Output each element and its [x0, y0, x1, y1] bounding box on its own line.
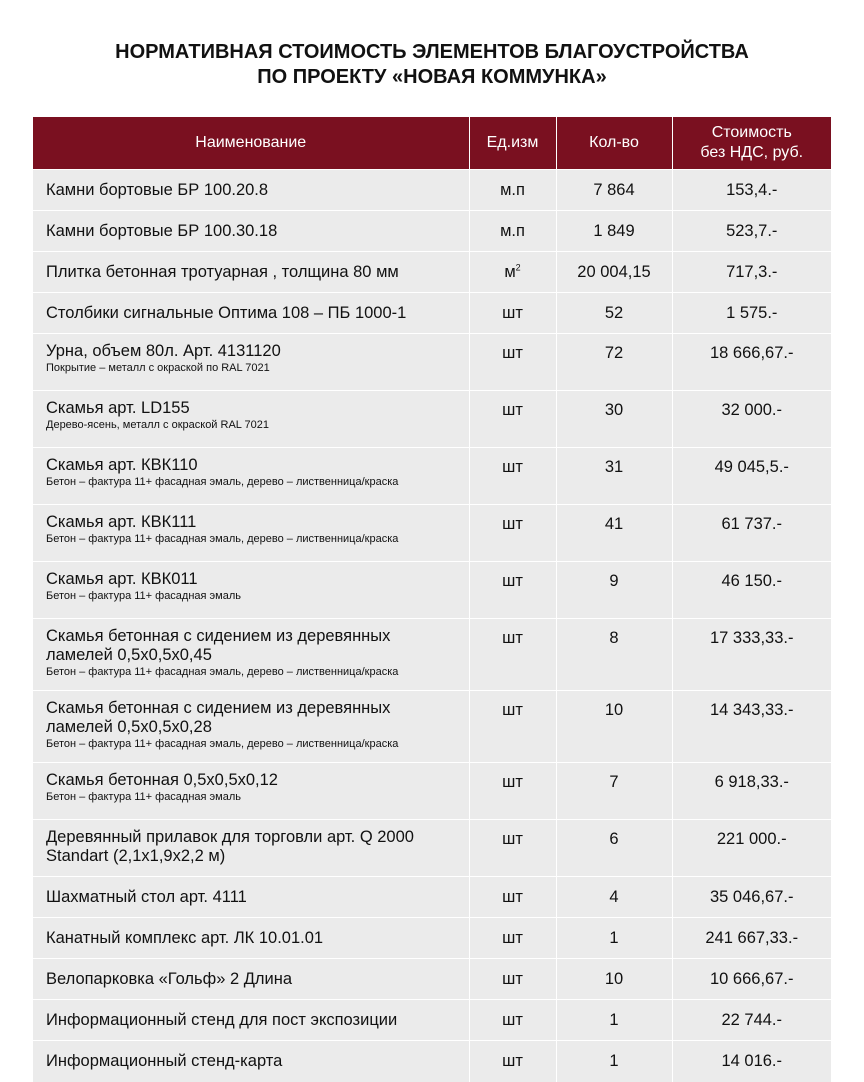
table-row: [33, 505, 831, 562]
table-row: [33, 334, 831, 391]
item-name: Плитка бетонная тротуарная , толщина 80 мм: [46, 262, 399, 281]
cell-cost: 221 000.-: [672, 820, 831, 877]
table-row: [33, 959, 831, 1000]
cell-cost: 6 918,33.-: [672, 763, 831, 820]
cell-unit: [469, 391, 556, 448]
unit-label: шт: [502, 1051, 523, 1070]
cell-name: [33, 691, 469, 763]
cell-cost: 35 046,67.-: [672, 877, 831, 918]
cell-qty: 1: [556, 1041, 672, 1082]
cell-unit: [469, 918, 556, 959]
table-row: [33, 619, 831, 691]
unit-label: шт: [502, 969, 523, 988]
item-name: Скамья бетонная 0,5х0,5х0,12: [46, 771, 278, 789]
cell-qty: 1: [556, 918, 672, 959]
unit-label: шт: [502, 458, 523, 476]
item-name: Скамья бетонная с сидением из деревянных ламелей 0,5х0,5х0,45: [46, 627, 391, 664]
cell-unit: [469, 211, 556, 252]
item-description: Дерево-ясень, металл с окраской RAL 7021: [46, 419, 270, 431]
table-row: [33, 562, 831, 619]
table-row: [33, 211, 831, 252]
unit-label: шт: [502, 928, 523, 947]
cell-qty: 8: [556, 619, 672, 691]
page-title-line-1: НОРМАТИВНАЯ СТОИМОСТЬ ЭЛЕМЕНТОВ БЛАГОУСТРОЙСТВА: [115, 41, 749, 63]
cell-qty: 1: [556, 1000, 672, 1041]
cell-name: [33, 1000, 469, 1041]
unit-label: шт: [502, 1010, 523, 1029]
cell-cost: 1 575.-: [672, 293, 831, 334]
header-cost-line-1: Стоимость: [711, 124, 792, 141]
page-title: [0, 40, 864, 90]
cell-name: [33, 959, 469, 1000]
cell-cost: 10 666,67.-: [672, 959, 831, 1000]
item-name: Скамья арт. КВК011: [46, 570, 198, 588]
table-row: [33, 763, 831, 820]
cell-name: [33, 252, 469, 293]
cell-unit: [469, 619, 556, 691]
table-row: [33, 691, 831, 763]
cell-cost: 14 343,33.-: [672, 691, 831, 763]
table-row: [33, 820, 831, 877]
cell-name: [33, 211, 469, 252]
unit-label: шт: [502, 572, 523, 590]
table-row: [33, 1000, 831, 1041]
cell-cost: 17 333,33.-: [672, 619, 831, 691]
unit-label: шт: [502, 515, 523, 533]
cell-cost: 18 666,67.-: [672, 334, 831, 391]
cell-name: [33, 170, 469, 211]
unit-label: шт: [502, 344, 523, 362]
unit-label: шт: [502, 887, 523, 906]
header-unit: Ед.изм: [469, 117, 556, 170]
cell-unit: [469, 562, 556, 619]
unit-label: шт: [502, 773, 523, 791]
item-name: Велопарковка «Гольф» 2 Длина: [46, 969, 293, 988]
cell-unit: [469, 252, 556, 293]
cell-unit: [469, 170, 556, 211]
cell-name: [33, 763, 469, 820]
cell-unit: [469, 448, 556, 505]
table-row: [33, 1041, 831, 1082]
cell-qty: 9: [556, 562, 672, 619]
cell-qty: 7: [556, 763, 672, 820]
header-cost: [672, 117, 831, 170]
cell-cost: 22 744.-: [672, 1000, 831, 1041]
header-cost-line-2: без НДС, руб.: [700, 144, 804, 161]
item-name: Урна, объем 80л. Арт. 4131120: [46, 342, 281, 360]
table-row: [33, 918, 831, 959]
cell-cost: 717,3.-: [672, 252, 831, 293]
table-header: [33, 117, 831, 170]
cell-name: [33, 562, 469, 619]
cell-qty: 30: [556, 391, 672, 448]
cell-qty: 31: [556, 448, 672, 505]
table-row: [33, 293, 831, 334]
unit-label: шт: [502, 303, 523, 322]
cell-qty: 20 004,15: [556, 252, 672, 293]
table-row: [33, 448, 831, 505]
cell-unit: [469, 691, 556, 763]
page-title-line-2: ПО ПРОЕКТУ «НОВАЯ КОММУНКА»: [257, 66, 607, 88]
item-name: Камни бортовые БР 100.30.18: [46, 221, 278, 240]
unit-label: м.п: [500, 180, 525, 199]
cell-qty: 10: [556, 959, 672, 1000]
cell-cost: 14 016.-: [672, 1041, 831, 1082]
cell-unit: [469, 820, 556, 877]
item-description: Покрытие – металл с окраской по RAL 7021: [46, 362, 270, 374]
item-name: Скамья арт. LD155: [46, 399, 190, 417]
cell-cost: 61 737.-: [672, 505, 831, 562]
cell-name: [33, 1041, 469, 1082]
cell-cost: 46 150.-: [672, 562, 831, 619]
item-description: Бетон – фактура 11+ фасадная эмаль: [46, 590, 241, 602]
header-qty: Кол-во: [556, 117, 672, 170]
cell-name: [33, 448, 469, 505]
cell-name: [33, 334, 469, 391]
table-body: [33, 170, 831, 1082]
unit-label: шт: [502, 629, 523, 647]
unit-label: шт: [502, 830, 523, 848]
table-row: [33, 877, 831, 918]
cell-qty: 7 864: [556, 170, 672, 211]
cell-unit: [469, 763, 556, 820]
cell-qty: 72: [556, 334, 672, 391]
cell-cost: 49 045,5.-: [672, 448, 831, 505]
item-name: Канатный комплекс арт. ЛК 10.01.01: [46, 928, 324, 947]
item-name: Скамья арт. КВК110: [46, 456, 198, 474]
item-description: Бетон – фактура 11+ фасадная эмаль: [46, 791, 241, 803]
item-name: Шахматный стол арт. 4111: [46, 887, 247, 906]
cell-cost: 241 667,33.-: [672, 918, 831, 959]
item-name: Информационный стенд для пост экспозиции: [46, 1010, 398, 1029]
unit-label: шт: [502, 701, 523, 719]
cell-name: [33, 619, 469, 691]
cell-name: [33, 293, 469, 334]
cell-name: [33, 820, 469, 877]
table-row: [33, 391, 831, 448]
cell-qty: 52: [556, 293, 672, 334]
cell-cost: 32 000.-: [672, 391, 831, 448]
cell-unit: [469, 505, 556, 562]
item-description: Бетон – фактура 11+ фасадная эмаль, дерево – лиственница/краска: [46, 738, 399, 750]
cell-unit: [469, 959, 556, 1000]
cell-unit: [469, 293, 556, 334]
cell-qty: 41: [556, 505, 672, 562]
cell-cost: 523,7.-: [672, 211, 831, 252]
table-row: [33, 170, 831, 211]
item-name: Столбики сигнальные Оптима 108 – ПБ 1000-1: [46, 303, 407, 322]
cost-table: [33, 117, 831, 1082]
table-row: [33, 252, 831, 293]
cell-qty: 4: [556, 877, 672, 918]
cell-qty: 10: [556, 691, 672, 763]
cell-unit: [469, 877, 556, 918]
unit-superscript: 2: [515, 262, 521, 272]
item-name: Скамья бетонная с сидением из деревянных ламелей 0,5х0,5х0,28: [46, 699, 391, 736]
cell-cost: 153,4.-: [672, 170, 831, 211]
item-description: Бетон – фактура 11+ фасадная эмаль, дерево – лиственница/краска: [46, 476, 399, 488]
unit-label: м.п: [500, 221, 525, 240]
item-description: Бетон – фактура 11+ фасадная эмаль, дерево – лиственница/краска: [46, 666, 399, 678]
cell-name: [33, 505, 469, 562]
cell-unit: [469, 1041, 556, 1082]
cell-unit: [469, 334, 556, 391]
unit-label: м: [504, 262, 516, 281]
item-name: Камни бортовые БР 100.20.8: [46, 180, 269, 199]
cell-name: [33, 391, 469, 448]
cell-name: [33, 877, 469, 918]
unit-label: шт: [502, 401, 523, 419]
item-name: Скамья арт. КВК111: [46, 513, 197, 531]
item-name: Деревянный прилавок для торговли арт. Q 2000 Standart (2,1х1,9х2,2 м): [46, 828, 414, 865]
item-description: Бетон – фактура 11+ фасадная эмаль, дерево – лиственница/краска: [46, 533, 399, 545]
cell-qty: 1 849: [556, 211, 672, 252]
item-name: Информационный стенд-карта: [46, 1051, 283, 1070]
cell-qty: 6: [556, 820, 672, 877]
cell-unit: [469, 1000, 556, 1041]
cell-name: [33, 918, 469, 959]
header-name: Наименование: [33, 117, 469, 170]
